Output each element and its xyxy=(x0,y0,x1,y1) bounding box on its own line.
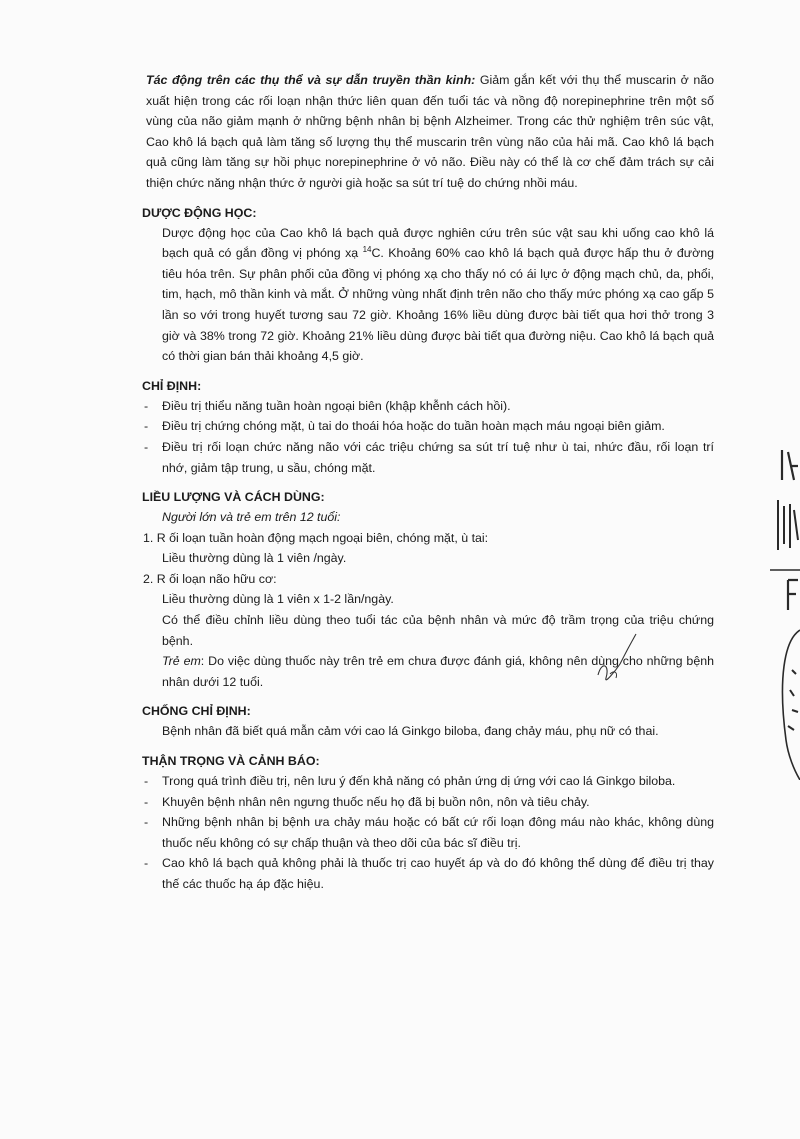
list-item: - Điều trị thiểu năng tuần hoàn ngoại biên (khập khễnh cách hồi). xyxy=(146,396,714,417)
dosage-heading: LIỀU LƯỢNG VÀ CÁCH DÙNG: xyxy=(142,490,325,505)
dosage-item-head: 1. R ối loạn tuần hoàn động mạch ngoại biên, chóng mặt, ù tai: xyxy=(143,530,489,545)
list-item: - Điều trị rối loạn chức năng não với các triệu chứng sa sút trí tuệ như ù tai, nhức đầu, rối loạn trí nhớ, giảm tập trung, u sầu, chóng mặt. xyxy=(146,437,714,478)
isotope-number: 14 xyxy=(362,245,372,255)
indications-list xyxy=(146,396,714,478)
list-item: - Cao khô lá bạch quả không phải là thuốc trị cao huyết áp và do đó không thể dùng để điều trị thay thế các thuốc hạ áp đặc hiệu. xyxy=(146,853,714,894)
contraindications-heading: CHỐNG CHỈ ĐỊNH: xyxy=(142,704,251,719)
pharmacokinetics-text-after: C. Khoảng 60% cao khô lá bạch quả được hấp thu ở đường tiêu hóa trên. Sự phân phối của đồng vị phóng xạ cho thấy nó có ái lực ở động mạch chủ, da, phổi, tim, hạch, mô thần kinh và mắt. Ở những vùng nhất định trên não cho thấy mức phóng xạ cao gấp 5 lần so với trong huyết tương sau 72 giờ. Khoảng 16% liều dùng được bài tiết qua hơi thở trong 3 giờ và 38% trong 72 giờ. Khoảng 21% liều dùng được bài tiết qua đường niệu. Cao khô lá bạch quả có thời gian bán thải khoảng 4,5 giờ. xyxy=(162,246,714,364)
list-item: - Khuyên bệnh nhân nên ngưng thuốc nếu họ đã bị buồn nôn, nôn và tiêu chảy. xyxy=(146,792,714,813)
pharmacokinetics-text-before: Dược động học của Cao khô lá bạch quả được nghiên cứu trên súc vật sau khi uống cao khô lá bạch quả có gắn đồng vị phóng xạ xyxy=(162,225,714,261)
dosage-audience: Người lớn và trẻ em trên 12 tuổi: xyxy=(162,510,341,525)
leaflet-page xyxy=(142,70,715,895)
children-text: : Do việc dùng thuốc này trên trẻ em chưa được đánh giá, không nên dùng cho những bệnh nhân dưới 12 tuổi. xyxy=(162,654,714,689)
list-item: - Điều trị chứng chóng mặt, ù tai do thoái hóa hoặc do tuần hoàn mạch máu ngoại biên giảm. xyxy=(146,416,714,437)
handwritten-signature xyxy=(590,630,640,690)
mechanism-lead: Tác động trên các thụ thể và sự dẫn truyền thần kinh: xyxy=(146,73,476,87)
dosage-item-line: Có thể điều chỉnh liều dùng theo tuổi tác của bệnh nhân và mức độ trầm trọng của triệu chứng bệnh. xyxy=(162,613,714,648)
mechanism-text: Giảm gắn kết với thụ thể muscarin ở não xuất hiện trong các rối loạn nhận thức liên quan đến tuổi tác và nồng độ norepinephrine trên một số vùng của não giảm mạnh ở những bệnh nhân bị bệnh Alzheimer. Trong các thử nghiệm trên súc vật, Cao khô lá bạch quả làm tăng số lượng thụ thể muscarin trên vùng não của hải mã. Cao khô lá bạch quả cũng làm tăng sự hồi phục norepinephrine ở vỏ não. Điều này có thể là cơ chế đảm trách sự cải thiện chức năng nhận thức ở người già hoặc sa sút trí tuệ do chứng nhồi máu. xyxy=(146,73,715,190)
list-item: - Trong quá trình điều trị, nên lưu ý đến khả năng có phản ứng dị ứng với cao lá Ginkgo biloba. xyxy=(146,771,714,792)
contraindications-text: Bệnh nhân đã biết quá mẫn cảm với cao lá Ginkgo biloba, đang chảy máu, phụ nữ có thai. xyxy=(162,724,659,739)
dosage-item-line: Liều thường dùng là 1 viên x 1-2 lần/ngày. xyxy=(162,592,394,607)
warnings-list xyxy=(146,771,714,895)
dosage-item-head: 2. R ối loạn não hữu cơ: xyxy=(143,571,277,586)
side-stamp-edge xyxy=(764,440,800,780)
mechanism-paragraph xyxy=(146,70,714,194)
pharmacokinetics-paragraph xyxy=(146,223,714,367)
list-item xyxy=(143,528,714,569)
warnings-heading: THẬN TRỌNG VÀ CẢNH BÁO: xyxy=(142,754,320,769)
pharmacokinetics-heading: DƯỢC ĐỘNG HỌC: xyxy=(142,205,257,220)
dosage-item-line: Liều thường dùng là 1 viên /ngày. xyxy=(162,551,347,566)
list-item: - Những bệnh nhân bị bệnh ưa chảy máu hoặc có bất cứ rối loạn đông máu nào khác, không dùng thuốc nếu không có sự chấp thuận và theo dõi của bác sĩ điều trị. xyxy=(146,812,714,853)
indications-heading: CHỈ ĐỊNH: xyxy=(142,378,202,393)
children-label: Trẻ em xyxy=(162,654,201,669)
